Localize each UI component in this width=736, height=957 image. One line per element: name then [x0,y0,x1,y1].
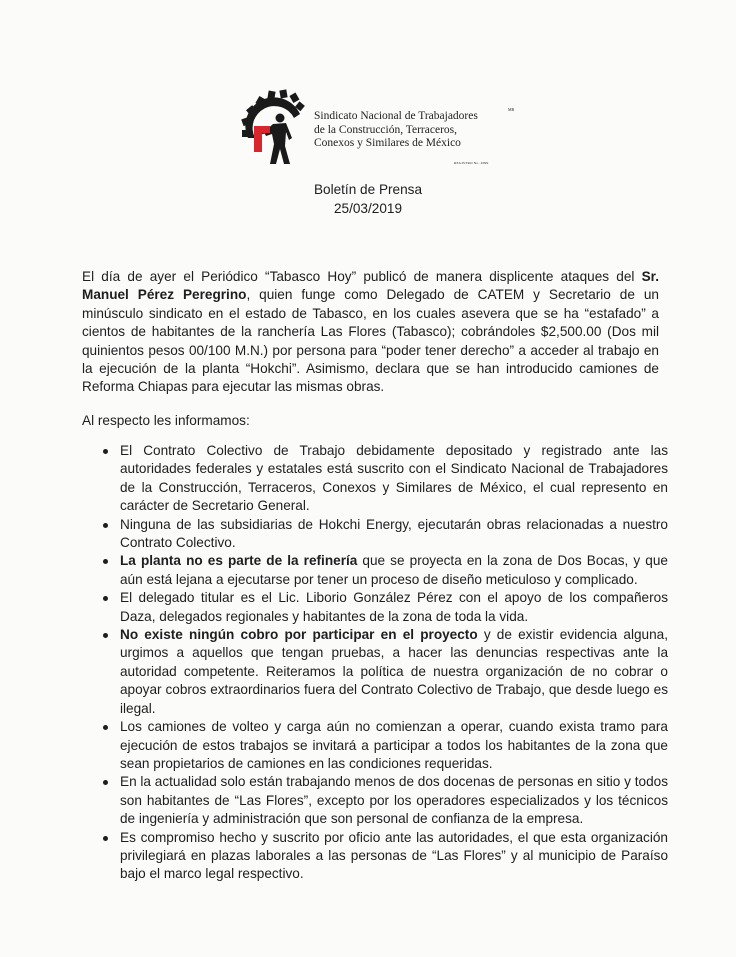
document-date: 25/03/2019 [333,201,403,216]
document-title: Boletín de Prensa [313,182,423,197]
bullet-text-6: Los camiones de volteo y carga aún no comienzan a operar, cuando exista tramo para ejecución de estos trabajos se invitará a participar a todos los habitantes de la zona que sean propietarios de camiones en las condiciones requeridas. [120,719,668,771]
trademark-mark: MR [508,107,515,112]
bullet-item-5 [92,626,668,718]
bullet-icon [103,725,108,730]
bullet-icon [103,780,108,785]
intro-paragraph [82,268,659,397]
response-intro: Al respecto les informamos: [82,413,250,428]
bullet-icon [103,596,108,601]
p1-bold-name: Sr. Manuel Pérez Peregrino [82,269,659,303]
bullet-list [92,442,668,884]
bullet-text-5: y de existir evidencia alguna, urgimos a aquellos que tengan pruebas, a hacer las denuncias respectivas ante la autoridad competente. Reiteramos la política de nuestra organización de no cobrar o apoyar cobros extraordinarios fuera del Contrato Colectivo de Trabajo, que desde luego es ilegal. [120,627,668,716]
bullet-text-8: Es compromiso hecho y suscrito por oficio ante las autoridades, el que esta organización privilegiará en plazas laborales a las personas de “Las Flores” y al municipio de Paraíso bajo el marco legal respectivo. [120,829,668,882]
bullet-text-3: que se proyecta en la zona de Dos Bocas, y que aún está lejana a ejecutarse por tener un proceso de diseño meticuloso y complicado. [120,553,668,587]
bullet-icon [103,449,108,454]
org-line-3: Conexos y Similares de México [314,137,461,149]
bullet-text-7: En la actualidad solo están trabajando menos de dos docenas de personas en sitio y todos son habitantes de “Las Flores”, excepto por los operadores especializados y los técnicos de ingeniería y administración que son personal de confianza de la empresa. [120,774,668,827]
bullet-icon [103,633,108,638]
registry-number: REGISTRO No. 2099 [454,161,489,165]
bullet-icon [103,559,108,564]
bullet-bold-5: No existe ningún cobro por participar en el proyecto [120,627,478,643]
bullet-item-6 [92,718,668,773]
bullet-item-7 [92,773,668,828]
p1-text-a: El día de ayer el Periódico “Tabasco Hoy” publicó de manera displicente ataques del [82,269,642,284]
bullet-text-1: El Contrato Colectivo de Trabajo debidamente depositado y registrado ante las autoridades federales y estatales está suscrito con el Sindicato Nacional de Trabajadores de la Construcción, Terraceros, Conexos y Similares de México, el cual represento en carácter de Secretario General. [120,443,668,514]
bullet-item-2 [92,516,668,553]
bullet-text-4: El delegado titular es el Lic. Liborio González Pérez con el apoyo de los compañeros Daza, delegados regionales y habitantes de la zona de toda la vida. [120,590,668,624]
union-logo-icon [240,86,306,166]
bullet-item-4 [92,589,668,626]
bullet-bold-3: La planta no es parte de la refinería [120,553,358,569]
bullet-icon [103,523,108,528]
bullet-text-2: Ninguna de las subsidiarias de Hokchi Energy, ejecutarán obras relacionadas a nuestro Contrato Colectivo. [120,516,668,551]
letterhead [240,86,515,166]
org-line-2: de la Construcción, Terraceros, [314,123,457,136]
bullet-item-8 [92,829,668,884]
organization-name [314,107,515,165]
bullet-item-3 [92,552,668,589]
org-line-1: Sindicato Nacional de Trabajadores [314,110,478,122]
bullet-icon [103,836,108,841]
bullet-item-1 [92,442,668,516]
p1-text-b: , quien funge como Delegado de CATEM y Secretario de un minúsculo sindicato en el estado de Tabasco, en los cuales asevera que se ha “estafado” a cientos de habitantes de la ranchería Las Flores (Tabasco); cobrándoles $2,500.00 (Dos mil quinientos pesos 00/100 M.N.) por persona para “poder tener derecho” a acceder al trabajo en la ejecución de la planta “Hokchi”. Asimismo, declara que se han introducido camiones de Reforma Chiapas para ejecutar las mismas obras. [82,287,659,395]
